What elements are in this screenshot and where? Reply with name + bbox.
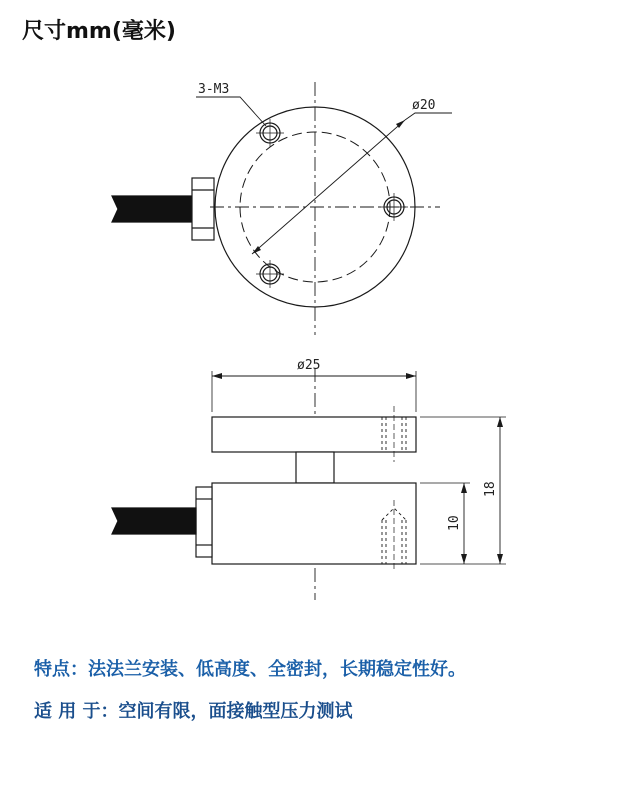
label-dia-side: ø25: [297, 358, 321, 373]
label-dia-top: ø20: [412, 98, 436, 113]
label-holes: 3-M3: [198, 82, 230, 97]
top-view: [112, 82, 452, 335]
application-line: 适 用 于：空间有限，面接触型压力测试: [34, 701, 353, 722]
top-cable: [112, 196, 192, 222]
side-gland: [196, 487, 212, 557]
feature-line: 特点：法法兰安装、低高度、全密封，长期稳定性好。: [34, 659, 466, 680]
sensor-body: [212, 483, 416, 564]
leader-holes: [196, 97, 266, 126]
page-title: 尺寸mm(毫米): [22, 19, 176, 44]
side-view: [112, 368, 506, 600]
label-height-body: 10: [447, 515, 462, 531]
top-plate: [212, 417, 416, 452]
top-gland: [192, 178, 214, 240]
center-post: [296, 452, 334, 483]
label-height-total: 18: [483, 481, 498, 497]
side-cable: [112, 508, 196, 534]
